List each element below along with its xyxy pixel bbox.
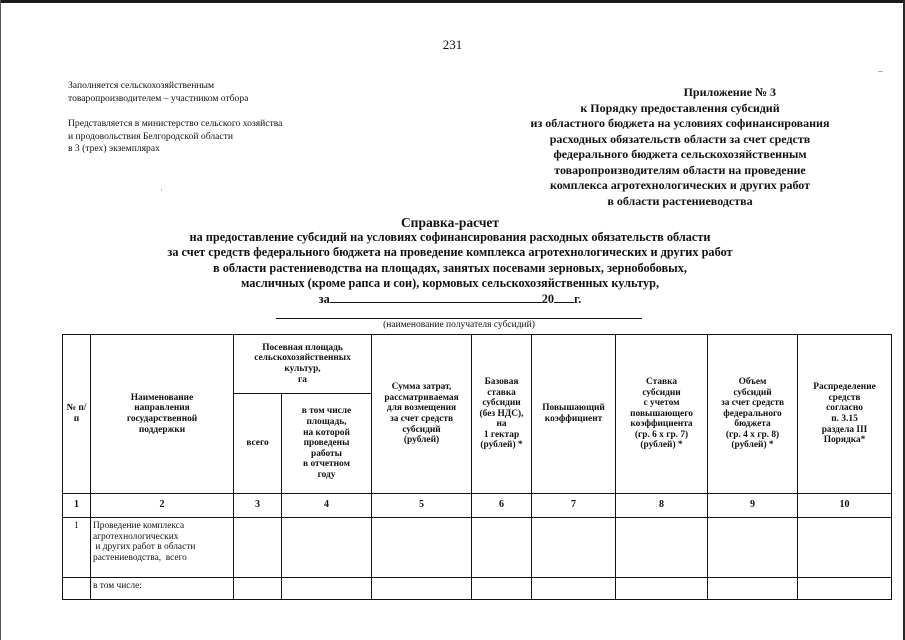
table-cell xyxy=(798,578,892,600)
scan-speck: · xyxy=(160,185,163,195)
note-line: и продовольствия Белгородской области xyxy=(68,130,233,142)
row-number: 1 xyxy=(63,518,91,578)
table-cell xyxy=(708,518,798,578)
table-cell xyxy=(472,518,532,578)
note-line: Представляется в министерство сельского хозяйства xyxy=(68,118,283,129)
column-number: 5 xyxy=(372,494,472,518)
table-cell xyxy=(616,518,708,578)
page-number: 231 xyxy=(442,37,463,52)
year-suffix: г. xyxy=(574,292,582,307)
header-area-total: всего xyxy=(234,394,282,494)
appendix-line: товаропроизводителям области на проведение xyxy=(554,162,806,177)
header-support-direction: Наименование направления государственной поддержки xyxy=(91,335,234,494)
row-number xyxy=(63,578,91,600)
period-prefix: за xyxy=(318,292,330,307)
row-name: Проведение комплекса агротехнологических и других работ в области растениеводства, всего xyxy=(91,518,234,578)
subsidy-table xyxy=(62,334,892,600)
column-number: 6 xyxy=(472,494,532,518)
header-sown-area: Посевная площадь сельскохозяйственных культур, га xyxy=(234,335,372,394)
table-row xyxy=(63,578,892,600)
row-name: в том числе: xyxy=(91,578,234,600)
table-cell xyxy=(532,518,616,578)
header-base-rate: Базовая ставка субсидии (без НДС), на 1 гектар (рублей) * xyxy=(472,335,532,494)
note-line: в 3 (трех) экземплярах xyxy=(68,143,160,154)
document-title-block xyxy=(120,215,780,307)
table-cell xyxy=(708,578,798,600)
table-cell xyxy=(282,578,372,600)
column-number: 9 xyxy=(708,494,798,518)
table-cell xyxy=(234,518,282,578)
submitted-to-note xyxy=(68,118,282,156)
appendix-block xyxy=(520,85,840,209)
year-blank xyxy=(554,291,574,303)
table-cell xyxy=(372,518,472,578)
table-cell xyxy=(616,578,708,600)
column-number: 1 xyxy=(63,494,91,518)
year-prefix: 20 xyxy=(541,292,555,307)
appendix-line: в области растениеводства xyxy=(607,193,753,208)
scan-border-left xyxy=(0,0,1,640)
appendix-title: Приложение № 3 xyxy=(683,85,776,99)
header-coefficient: Повышающий коэффициент xyxy=(532,335,616,494)
table-cell xyxy=(472,578,532,600)
period-line xyxy=(120,291,780,307)
title-line: за счет средств федерального бюджета на проведение комплекса агротехнологических и других работ xyxy=(167,245,733,260)
appendix-line: из областного бюджета на условиях софинансирования xyxy=(530,116,830,130)
column-number-row xyxy=(63,494,892,518)
column-number: 3 xyxy=(234,494,282,518)
filled-by-note xyxy=(68,80,248,105)
appendix-line: расходных обязательств области за счет средств xyxy=(549,131,811,146)
scan-speck: – xyxy=(878,66,883,77)
header-costs: Сумма затрат, рассматриваемая для возмещения за счет средств субсидий (рублей) xyxy=(372,335,472,494)
column-number: 8 xyxy=(616,494,708,518)
column-number: 10 xyxy=(798,494,892,518)
title-line: масличных (кроме рапса и сои), кормовых сельскохозяйственных культур, xyxy=(240,275,660,290)
column-number: 4 xyxy=(282,494,372,518)
column-number: 2 xyxy=(91,494,234,518)
recipient-line xyxy=(276,318,642,319)
note-line: товаропроизводителем – участником отбора xyxy=(68,92,249,104)
note-line: Заполняется сельскохозяйственным xyxy=(68,80,215,91)
table-cell xyxy=(234,578,282,600)
header-adjusted-rate: Ставка субсидии с учетом повышающего коэффициента (гр. 6 х гр. 7) (рублей) * xyxy=(616,335,708,494)
table-cell xyxy=(282,518,372,578)
table-cell xyxy=(798,518,892,578)
title-line: на предоставление субсидий на условиях софинансирования расходных обязательств области xyxy=(189,230,711,245)
appendix-line: комплекса агротехнологических и других работ xyxy=(549,178,811,192)
period-blank xyxy=(330,291,542,303)
appendix-line: федерального бюджета сельскохозяйственным xyxy=(553,147,807,161)
document-title: Справка-расчет xyxy=(400,215,500,230)
column-number: 7 xyxy=(532,494,616,518)
appendix-line: к Порядку предоставления субсидий xyxy=(580,100,780,115)
table-row xyxy=(63,518,892,578)
scan-border-top xyxy=(0,0,905,3)
table-cell xyxy=(532,578,616,600)
title-line: в области растениеводства на площадях, занятых посевами зерновых, зернобобовых, xyxy=(213,260,687,275)
header-number: № п/п xyxy=(63,335,91,494)
recipient-caption: (наименование получателя субсидий) xyxy=(383,320,535,330)
header-area-worked: в том числе площадь, на которой проведены работы в отчетном году xyxy=(282,394,372,494)
table-cell xyxy=(372,578,472,600)
header-subsidy-volume: Объем субсидий за счет средств федерального бюджета (гр. 4 х гр. 8) (рублей) * xyxy=(708,335,798,494)
header-distribution: Распределение средств согласно п. 3.15 раздела III Порядка* xyxy=(798,335,892,494)
